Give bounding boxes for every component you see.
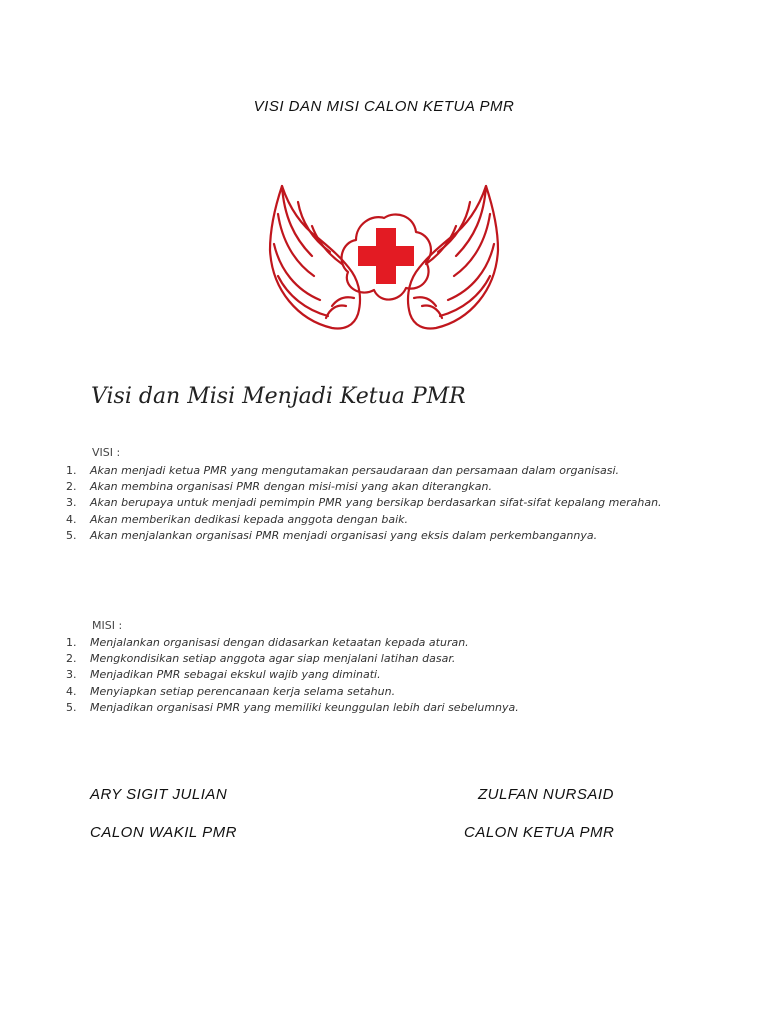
misi-list bbox=[66, 635, 706, 716]
misi-item bbox=[66, 684, 706, 700]
visi-label: VISI : bbox=[92, 446, 121, 459]
visi-item-number: 2. bbox=[66, 480, 77, 494]
visi-item-text: Akan menjadi ketua PMR yang mengutamakan persaudaraan dan persamaan dalam organisasi. bbox=[90, 464, 620, 477]
visi-item-number: 1. bbox=[66, 464, 77, 477]
visi-item-text: Akan memberikan dedikasi kepada anggota dengan baik. bbox=[90, 512, 408, 526]
misi-item-number: 2. bbox=[66, 652, 77, 666]
misi-item-number: 3. bbox=[66, 668, 77, 682]
visi-item-text: Akan menjalankan organisasi PMR menjadi organisasi yang eksis dalam perkembangannya. bbox=[90, 528, 598, 542]
visi-item-number: 3. bbox=[66, 496, 77, 510]
misi-item-text: Menjadikan PMR sebagai ekskul wajib yang diminati. bbox=[90, 668, 381, 682]
visi-item bbox=[66, 495, 706, 511]
misi-item bbox=[66, 700, 706, 716]
visi-item bbox=[66, 528, 706, 544]
signature-right-name: ZULFAN NURSAID bbox=[478, 786, 614, 803]
misi-item-number: 1. bbox=[66, 636, 77, 649]
signature-left-name: ARY SIGIT JULIAN bbox=[90, 786, 228, 803]
visi-item-text: Akan membina organisasi PMR dengan misi-misi yang akan diterangkan. bbox=[90, 480, 493, 494]
pmr-winged-cross-icon bbox=[268, 180, 500, 332]
visi-item-text: Akan berupaya untuk menjadi pemimpin PMR yang bersikap berdasarkan sifat-sifat kepalang merahan. bbox=[90, 496, 662, 510]
misi-item bbox=[66, 651, 706, 667]
visi-item bbox=[66, 463, 706, 479]
visi-item bbox=[66, 479, 706, 495]
misi-item-number: 5. bbox=[66, 700, 77, 714]
misi-label: MISI : bbox=[92, 619, 123, 632]
page-heading: Visi dan Misi Menjadi Ketua PMR bbox=[91, 384, 466, 409]
misi-item-text: Menyiapkan setiap perencanaan kerja selama setahun. bbox=[90, 684, 396, 698]
visi-item-number: 4. bbox=[66, 512, 77, 526]
misi-item-text: Menjalankan organisasi dengan didasarkan ketaatan kepada aturan. bbox=[90, 636, 469, 649]
signature-right-role: CALON KETUA PMR bbox=[464, 824, 615, 841]
misi-item bbox=[66, 667, 706, 683]
misi-item bbox=[66, 635, 706, 651]
visi-list bbox=[66, 463, 706, 544]
visi-item bbox=[66, 512, 706, 528]
misi-item-text: Menjadikan organisasi PMR yang memiliki keunggulan lebih dari sebelumnya. bbox=[90, 700, 519, 714]
visi-item-number: 5. bbox=[66, 528, 77, 542]
signature-left-role: CALON WAKIL PMR bbox=[90, 824, 237, 841]
misi-item-text: Mengkondisikan setiap anggota agar siap menjalani latihan dasar. bbox=[90, 652, 456, 666]
misi-item-number: 4. bbox=[66, 684, 77, 698]
document-title: VISI DAN MISI CALON KETUA PMR bbox=[253, 98, 515, 115]
